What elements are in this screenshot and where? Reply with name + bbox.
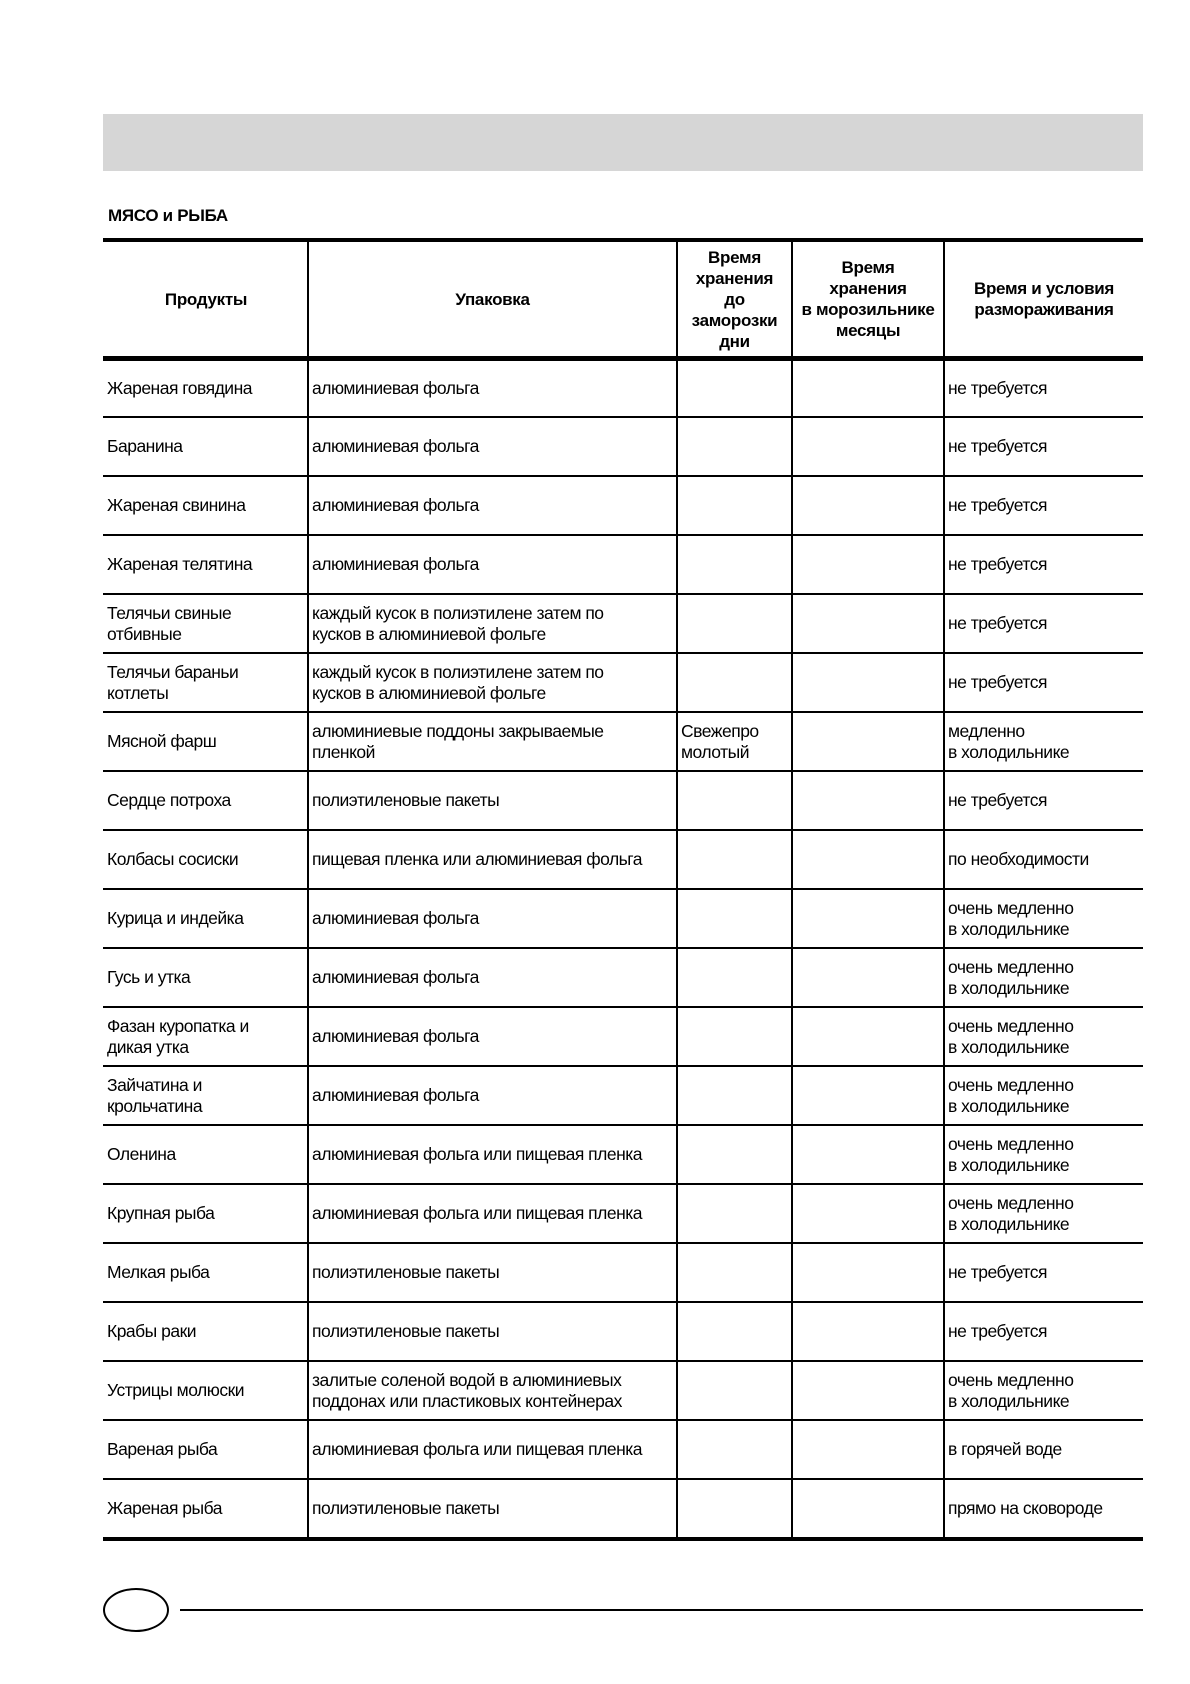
cell-product: Фазан куропатка и дикая утка — [103, 1007, 308, 1066]
cell-storage-days — [677, 830, 792, 889]
cell-packaging: полиэтиленовые пакеты — [308, 1243, 677, 1302]
table-row — [103, 535, 1143, 594]
table-row — [103, 1184, 1143, 1243]
cell-packaging: алюминиевая фольга или пищевая пленка — [308, 1125, 677, 1184]
cell-storage-months — [792, 594, 944, 653]
cell-storage-days — [677, 889, 792, 948]
cell-packaging: алюминиевая фольга или пищевая пленка — [308, 1184, 677, 1243]
table-row — [103, 417, 1143, 476]
cell-thaw: не требуется — [944, 476, 1143, 535]
cell-storage-months — [792, 1302, 944, 1361]
cell-storage-days — [677, 1479, 792, 1539]
cell-packaging: алюминиевая фольга или пищевая пленка — [308, 1420, 677, 1479]
cell-product: Крабы раки — [103, 1302, 308, 1361]
cell-storage-days — [677, 535, 792, 594]
cell-storage-days — [677, 1302, 792, 1361]
cell-thaw: очень медленно в холодильнике — [944, 1007, 1143, 1066]
cell-packaging: алюминиевая фольга — [308, 359, 677, 418]
header-thaw: Время и условия размораживания — [944, 240, 1143, 359]
table-row — [103, 712, 1143, 771]
cell-thaw: прямо на сковороде — [944, 1479, 1143, 1539]
footer-line — [180, 1609, 1143, 1611]
cell-storage-months — [792, 653, 944, 712]
cell-storage-days — [677, 948, 792, 1007]
cell-product: Телячьи бараньи котлеты — [103, 653, 308, 712]
cell-storage-months — [792, 1066, 944, 1125]
cell-thaw: не требуется — [944, 1302, 1143, 1361]
cell-thaw: очень медленно в холодильнике — [944, 1184, 1143, 1243]
table-row — [103, 771, 1143, 830]
table-row — [103, 1125, 1143, 1184]
cell-thaw: не требуется — [944, 771, 1143, 830]
cell-thaw: очень медленно в холодильнике — [944, 1066, 1143, 1125]
cell-thaw: медленно в холодильнике — [944, 712, 1143, 771]
header-packaging: Упаковка — [308, 240, 677, 359]
cell-storage-months — [792, 1361, 944, 1420]
table-row — [103, 889, 1143, 948]
table-row — [103, 476, 1143, 535]
cell-product: Устрицы молюски — [103, 1361, 308, 1420]
table-row — [103, 1479, 1143, 1539]
cell-storage-days — [677, 417, 792, 476]
cell-storage-months — [792, 830, 944, 889]
header-band — [103, 114, 1143, 171]
cell-storage-days — [677, 1243, 792, 1302]
table-row — [103, 359, 1143, 418]
cell-storage-months — [792, 1420, 944, 1479]
cell-product: Жареная телятина — [103, 535, 308, 594]
cell-product: Телячьи свиные отбивные — [103, 594, 308, 653]
cell-product: Сердце потроха — [103, 771, 308, 830]
cell-product: Баранина — [103, 417, 308, 476]
cell-storage-months — [792, 476, 944, 535]
cell-storage-days — [677, 594, 792, 653]
cell-storage-months — [792, 771, 944, 830]
cell-product: Оленина — [103, 1125, 308, 1184]
header-product: Продукты — [103, 240, 308, 359]
table-row — [103, 1361, 1143, 1420]
cell-product: Мелкая рыба — [103, 1243, 308, 1302]
table-row — [103, 653, 1143, 712]
cell-thaw: в горячей воде — [944, 1420, 1143, 1479]
cell-thaw: не требуется — [944, 1243, 1143, 1302]
cell-product: Гусь и утка — [103, 948, 308, 1007]
cell-product: Зайчатина и крольчатина — [103, 1066, 308, 1125]
cell-storage-months — [792, 889, 944, 948]
table-row — [103, 830, 1143, 889]
section-title: МЯСО и РЫБА — [108, 206, 228, 225]
cell-packaging: полиэтиленовые пакеты — [308, 1479, 677, 1539]
cell-thaw: очень медленно в холодильнике — [944, 1361, 1143, 1420]
cell-packaging: пищевая пленка или алюминиевая фольга — [308, 830, 677, 889]
cell-product: Жареная рыба — [103, 1479, 308, 1539]
cell-storage-days — [677, 1361, 792, 1420]
cell-thaw: очень медленно в холодильнике — [944, 948, 1143, 1007]
cell-thaw: не требуется — [944, 653, 1143, 712]
cell-storage-months — [792, 1125, 944, 1184]
cell-storage-days — [677, 771, 792, 830]
cell-product: Курица и индейка — [103, 889, 308, 948]
cell-thaw: не требуется — [944, 594, 1143, 653]
cell-thaw: не требуется — [944, 359, 1143, 418]
cell-packaging: алюминиевая фольга — [308, 889, 677, 948]
storage-table — [103, 238, 1143, 1541]
cell-storage-days — [677, 1066, 792, 1125]
cell-storage-days — [677, 1184, 792, 1243]
cell-thaw: по необходимости — [944, 830, 1143, 889]
cell-storage-days: Свежепро молотый — [677, 712, 792, 771]
cell-packaging: полиэтиленовые пакеты — [308, 1302, 677, 1361]
table-header-row — [103, 240, 1143, 359]
cell-packaging: алюминиевая фольга — [308, 1007, 677, 1066]
cell-packaging: каждый кусок в полиэтилене затем по кусков в алюминиевой фольге — [308, 653, 677, 712]
cell-storage-months — [792, 359, 944, 418]
cell-storage-days — [677, 1125, 792, 1184]
cell-storage-months — [792, 948, 944, 1007]
cell-storage-months — [792, 1184, 944, 1243]
cell-packaging: алюминиевая фольга — [308, 476, 677, 535]
table-row — [103, 1007, 1143, 1066]
cell-packaging: полиэтиленовые пакеты — [308, 771, 677, 830]
table-row — [103, 948, 1143, 1007]
cell-packaging: алюминиевая фольга — [308, 948, 677, 1007]
cell-storage-months — [792, 712, 944, 771]
cell-product: Жареная свинина — [103, 476, 308, 535]
cell-product: Колбасы сосиски — [103, 830, 308, 889]
cell-product: Мясной фарш — [103, 712, 308, 771]
cell-packaging: залитые соленой водой в алюминиевых поддонах или пластиковых контейнерах — [308, 1361, 677, 1420]
cell-packaging: каждый кусок в полиэтилене затем по кусков в алюминиевой фольге — [308, 594, 677, 653]
header-storage-days: Время хранения до заморозки дни — [677, 240, 792, 359]
table-row — [103, 1302, 1143, 1361]
table-row — [103, 1420, 1143, 1479]
cell-thaw: очень медленно в холодильнике — [944, 1125, 1143, 1184]
cell-storage-days — [677, 476, 792, 535]
table-row — [103, 594, 1143, 653]
cell-thaw: не требуется — [944, 417, 1143, 476]
cell-product: Жареная говядина — [103, 359, 308, 418]
cell-storage-months — [792, 1007, 944, 1066]
cell-thaw: очень медленно в холодильнике — [944, 889, 1143, 948]
cell-storage-months — [792, 535, 944, 594]
cell-storage-days — [677, 359, 792, 418]
cell-storage-months — [792, 1243, 944, 1302]
cell-packaging: алюминиевая фольга — [308, 417, 677, 476]
table-row — [103, 1066, 1143, 1125]
header-storage-months: Время хранения в морозильнике месяцы — [792, 240, 944, 359]
cell-packaging: алюминиевые поддоны закрываемые пленкой — [308, 712, 677, 771]
cell-storage-months — [792, 417, 944, 476]
cell-packaging: алюминиевая фольга — [308, 1066, 677, 1125]
cell-storage-days — [677, 1007, 792, 1066]
cell-thaw: не требуется — [944, 535, 1143, 594]
cell-packaging: алюминиевая фольга — [308, 535, 677, 594]
cell-product: Вареная рыба — [103, 1420, 308, 1479]
cell-storage-days — [677, 653, 792, 712]
cell-storage-months — [792, 1479, 944, 1539]
table-row — [103, 1243, 1143, 1302]
cell-product: Крупная рыба — [103, 1184, 308, 1243]
cell-storage-days — [677, 1420, 792, 1479]
page-number-oval — [103, 1588, 169, 1632]
